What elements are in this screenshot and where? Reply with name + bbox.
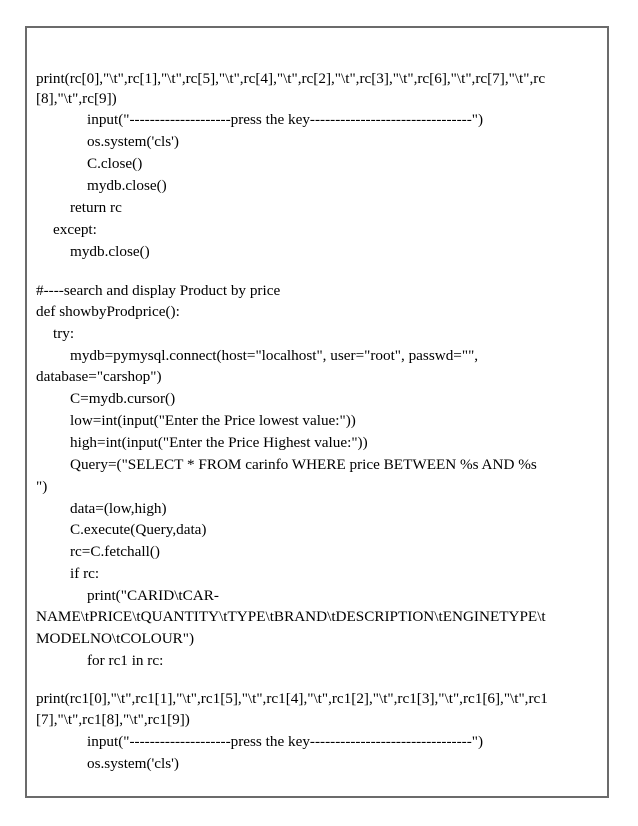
code-line: os.system('cls') [87,755,179,772]
code-line: ") [36,478,48,495]
code-line: data=(low,high) [70,500,167,517]
code-line: for rc1 in rc: [87,652,164,669]
code-line: C.close() [87,155,143,172]
code-comment: #----search and display Product by price [36,282,281,299]
code-line: database="carshop") [36,368,162,385]
code-line: [8],"\t",rc[9]) [36,90,117,107]
code-line: high=int(input("Enter the Price Highest value:")) [70,434,368,451]
code-line: print("CARID\tCAR- [87,587,219,604]
code-line: mydb=pymysql.connect(host="localhost", user="root", passwd="", [70,347,479,364]
code-line: C=mydb.cursor() [70,390,176,407]
code-line: return rc [70,199,122,216]
code-line: C.execute(Query,data) [70,521,207,538]
code-line: def showbyProdprice(): [36,303,180,320]
code-line: [7],"\t",rc1[8],"\t",rc1[9]) [36,711,190,728]
code-line: Query=("SELECT * FROM carinfo WHERE price BETWEEN %s AND %s [70,456,537,473]
code-line: low=int(input("Enter the Price lowest value:")) [70,412,356,429]
code-line: input("--------------------press the key--------------------------------") [87,733,484,750]
code-line: except: [53,221,97,238]
code-line: print(rc[0],"\t",rc[1],"\t",rc[5],"\t",rc[4],"\t",rc[2],"\t",rc[3],"\t",rc[6],"\t",rc[7],"\t",rc [36,70,546,87]
code-line: input("--------------------press the key--------------------------------") [87,111,484,128]
code-line: rc=C.fetchall() [70,543,160,560]
code-line: mydb.close() [87,177,167,194]
code-line: NAME\tPRICE\tQUANTITY\tTYPE\tBRAND\tDESCRIPTION\tENGINETYPE\t [36,608,546,625]
code-line: MODELNO\tCOLOUR") [36,630,195,647]
code-line: print(rc1[0],"\t",rc1[1],"\t",rc1[5],"\t",rc1[4],"\t",rc1[2],"\t",rc1[3],"\t",rc1[6],"\t",rc1 [36,690,548,707]
code-line: os.system('cls') [87,133,179,150]
code-line: mydb.close() [70,243,150,260]
code-line: try: [53,325,75,342]
code-line: if rc: [70,565,100,582]
